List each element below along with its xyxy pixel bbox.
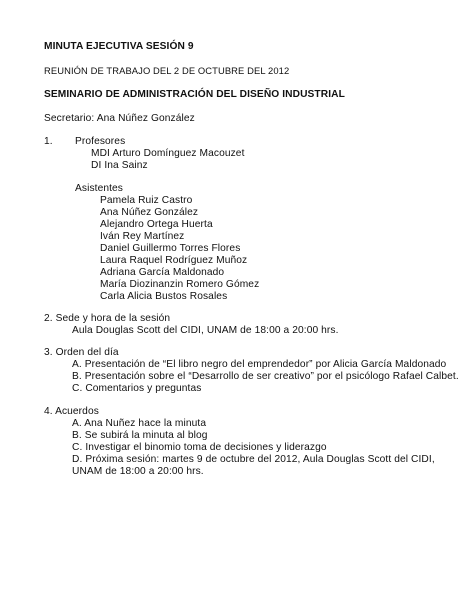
attendee-item: Adriana García Maldonado (100, 267, 225, 278)
section-2-heading: 2. Sede y hora de la sesión (44, 313, 171, 324)
attendee-item: María Diozinanzin Romero Gómez (100, 279, 260, 290)
venue-text: Aula Douglas Scott del CIDI, UNAM de 18:00 a 20:00 hrs. (72, 325, 339, 336)
agenda-item: A. Presentación de “El libro negro del emprendedor” por Alicia García Maldonado (72, 359, 447, 370)
secretary-line: Secretario: Ana Núñez González (44, 113, 195, 124)
attendee-item: Daniel Guillermo Torres Flores (100, 243, 241, 254)
seminar-heading: SEMINARIO DE ADMINISTRACIÓN DEL DISEÑO INDUSTRIAL (44, 89, 345, 100)
professor-item: MDI Arturo Domínguez Macouzet (91, 148, 245, 159)
section-4-heading: 4. Acuerdos (44, 406, 99, 417)
agreement-item: D. Próxima sesión: martes 9 de octubre del 2012, Aula Douglas Scott del CIDI, (72, 454, 435, 465)
attendees-label: Asistentes (75, 183, 123, 194)
professor-item: DI Ina Sainz (91, 160, 148, 171)
attendee-item: Iván Rey Martínez (100, 231, 185, 242)
document-subtitle: REUNIÓN DE TRABAJO DEL 2 DE OCTUBRE DEL 2012 (44, 65, 290, 76)
attendee-item: Alejandro Ortega Huerta (100, 219, 213, 230)
agreement-item: A. Ana Nuñez hace la minuta (72, 418, 207, 429)
agenda-item: B. Presentación sobre el “Desarrollo de ser creativo” por el psicólogo Rafael Calbet. (72, 371, 459, 382)
section-1-number: 1. (44, 136, 53, 147)
attendee-item: Laura Raquel Rodríguez Muñoz (100, 255, 248, 266)
attendee-item: Carla Alicia Bustos Rosales (100, 291, 228, 302)
document-title: MINUTA EJECUTIVA SESIÓN 9 (44, 41, 194, 52)
agreement-item: B. Se subirá la minuta al blog (72, 430, 208, 441)
agreement-item: C. Investigar el binomio toma de decisiones y liderazgo (72, 442, 327, 453)
agreement-continuation: UNAM de 18:00 a 20:00 hrs. (72, 466, 204, 477)
section-3-heading: 3. Orden del día (44, 347, 119, 358)
agenda-item: C. Comentarios y preguntas (72, 383, 202, 394)
attendee-item: Pamela Ruiz Castro (100, 195, 193, 206)
attendee-item: Ana Núñez González (100, 207, 199, 218)
professors-label: Profesores (75, 136, 126, 147)
